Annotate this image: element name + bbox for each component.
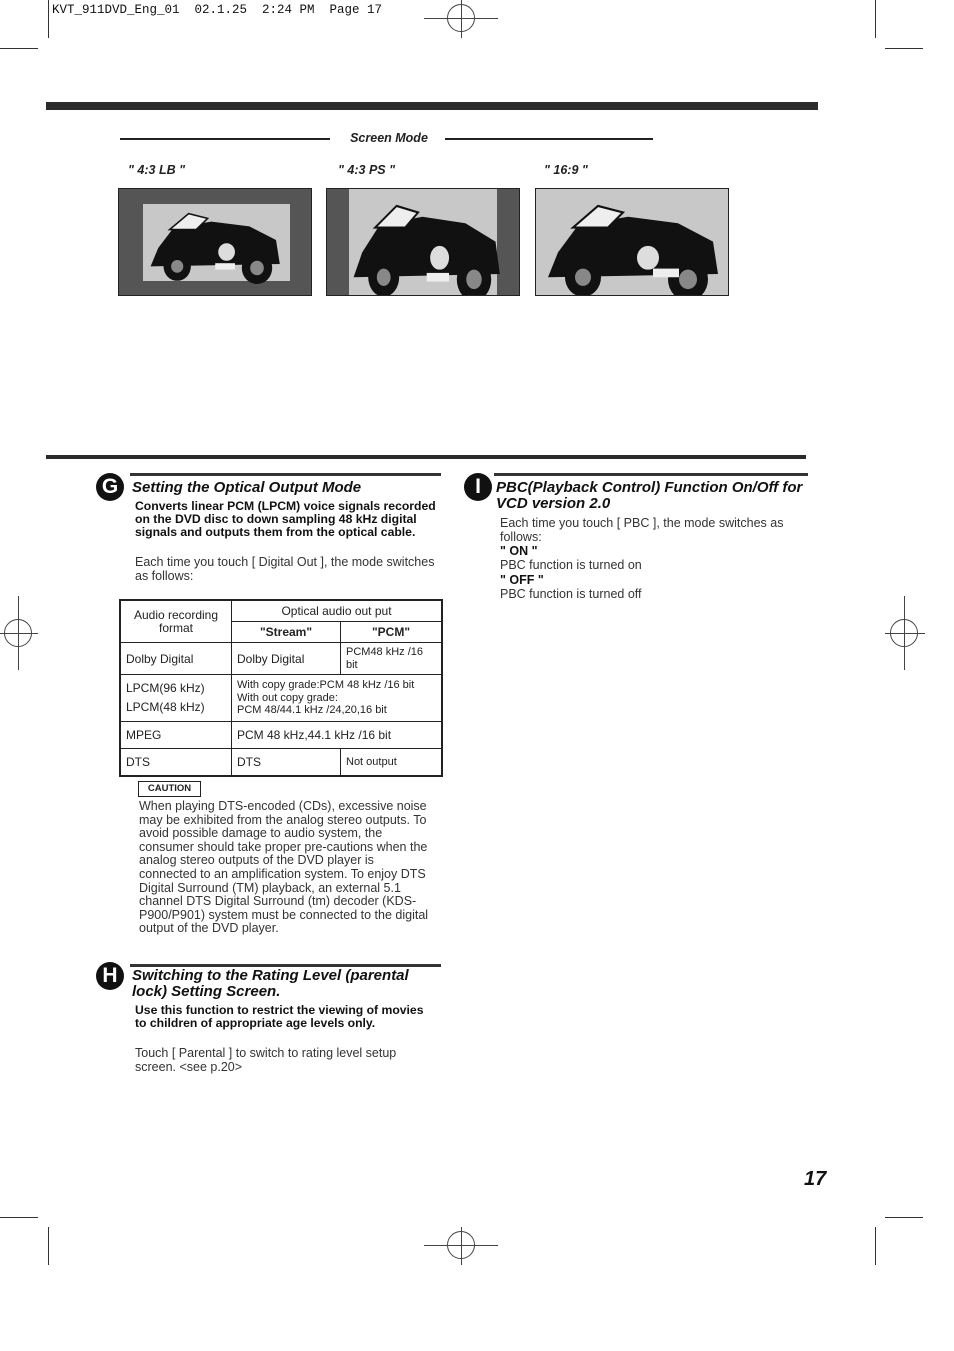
table-cell-line: LPCM(48 kHz)	[126, 700, 205, 714]
table-row	[120, 749, 442, 776]
section-g-intro: Each time you touch [ Digital Out ], the mode switches as follows:	[135, 555, 435, 583]
section-i-title: PBC(Playback Control) Function On/Off for VCD version 2.0	[496, 479, 803, 512]
caution-label: CAUTION	[138, 781, 201, 797]
section-h-intro-bold: Use this function to restrict the viewing of movies to children of appropriate age levels only.	[135, 1003, 424, 1030]
table-cell-line: LPCM(96 kHz)	[126, 681, 205, 695]
car-image-lb	[119, 189, 311, 295]
section-h-title: Switching to the Rating Level (parental lock) Setting Screen.	[132, 967, 409, 1000]
screen-mode-title: Screen Mode	[350, 131, 428, 145]
section-i-rule	[494, 473, 808, 476]
table-row	[120, 722, 442, 749]
section-h-badge: H	[96, 962, 124, 990]
table-cell: PCM48 kHz /16 bit	[341, 643, 443, 675]
table-cell-line: With out copy grade:	[237, 691, 338, 704]
pbc-on-text: PBC function is turned on	[500, 558, 642, 572]
table-cell-line: With copy grade:PCM 48 kHz /16 bit	[237, 679, 415, 692]
section-g-badge: G	[96, 473, 124, 501]
print-header: KVT_911DVD_Eng_01 02.1.25 2:24 PM Page 17	[52, 3, 383, 17]
table-cell	[120, 675, 232, 722]
screen-thumb-lb	[118, 188, 312, 296]
table-cell-line: PCM 48/44.1 kHz /24,20,16 bit	[237, 704, 387, 717]
section-h-intro: Touch [ Parental ] to switch to rating level setup screen. <see p.20>	[135, 1046, 397, 1074]
section-divider	[46, 455, 806, 459]
table-header-format: Audio recording format	[120, 600, 232, 643]
car-image-wide	[536, 189, 728, 295]
table-cell: Dolby Digital	[232, 643, 341, 675]
section-i-intro: Each time you touch [ PBC ], the mode switches as follows:	[500, 516, 784, 544]
screen-mode-rule-left	[120, 138, 330, 140]
mode-label-ps: " 4:3 PS "	[338, 163, 396, 177]
table-subheader-stream: "Stream"	[232, 622, 341, 643]
section-g-rule	[130, 473, 441, 476]
optical-output-table	[119, 599, 443, 777]
caution-text: When playing DTS-encoded (CDs), excessive noise may be exhibited from the analog stereo outputs. To avoid possible damage to audio system, the consumer should take proper pre-cautions when the analog stereo outputs of the DVD player is connected to an amplification system. To enjoy DTS Digital Surround (TM) playback, an external 5.1 channel DTS Digital Surround (tm) decoder (KDS-P900/P901) system must be connected to the digital output of the DVD player.	[139, 799, 429, 936]
table-header-optical: Optical audio out put	[232, 600, 443, 622]
table-subheader-pcm: "PCM"	[341, 622, 443, 643]
section-i-badge: I	[464, 473, 492, 501]
page-number: 17	[804, 1168, 827, 1190]
table-cell: DTS	[120, 749, 232, 776]
table-row	[120, 643, 442, 675]
screen-thumb-wide	[535, 188, 729, 296]
table-cell: PCM 48 kHz,44.1 kHz /16 bit	[232, 722, 443, 749]
pbc-on-label: " ON "	[500, 544, 538, 558]
section-g-intro-bold: Converts linear PCM (LPCM) voice signals recorded on the DVD disc to down sampling 48 kHz digital signals and outputs them from the optical cable.	[135, 499, 436, 539]
mode-label-lb: " 4:3 LB "	[128, 163, 186, 177]
table-row	[120, 675, 442, 722]
section-g-title: Setting the Optical Output Mode	[132, 479, 362, 496]
table-cell	[232, 675, 443, 722]
table-cell: MPEG	[120, 722, 232, 749]
top-rule	[46, 102, 818, 110]
screen-thumb-ps	[326, 188, 520, 296]
table-cell: Dolby Digital	[120, 643, 232, 675]
pbc-off-label: " OFF "	[500, 573, 544, 587]
screen-mode-rule-right	[445, 138, 653, 140]
mode-label-wide: " 16:9 "	[544, 163, 588, 177]
table-cell: DTS	[232, 749, 341, 776]
car-image-ps	[327, 189, 519, 295]
table-cell: Not output	[341, 749, 443, 776]
pbc-off-text: PBC function is turned off	[500, 587, 642, 601]
